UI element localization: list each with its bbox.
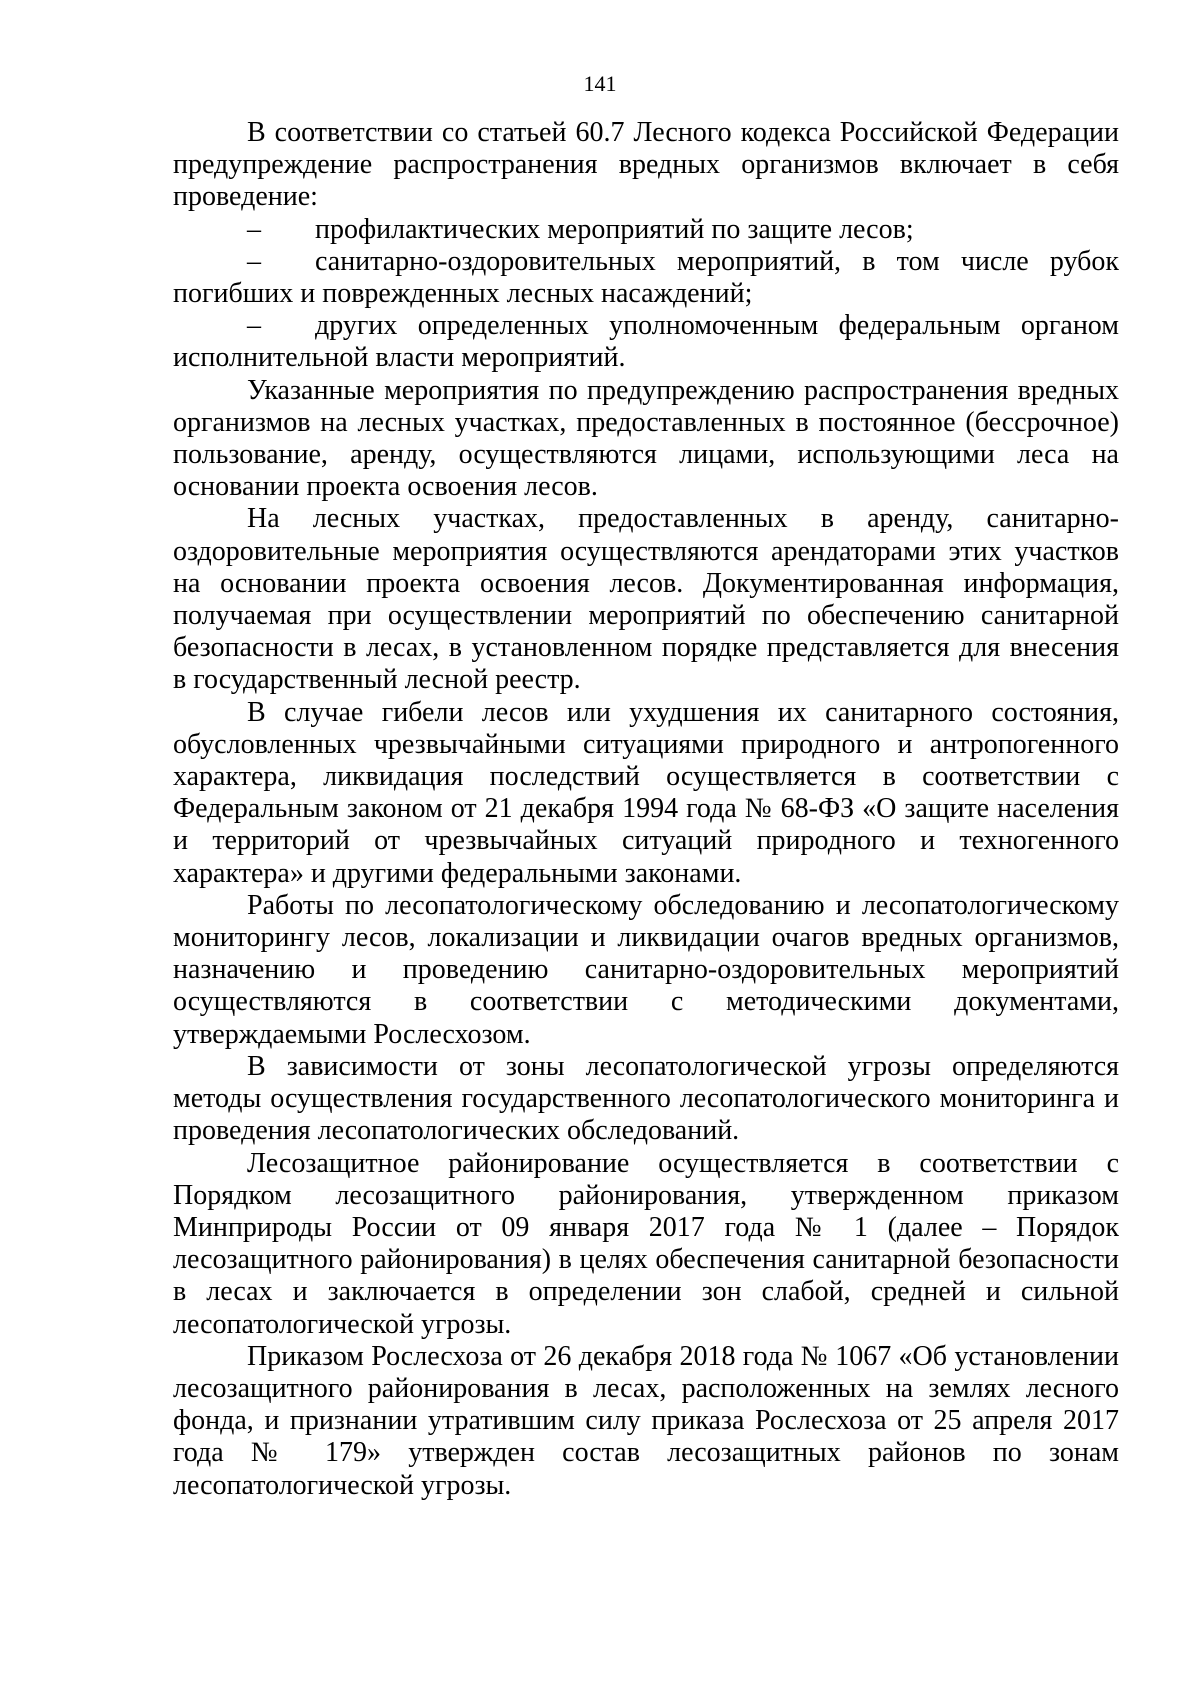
- body-paragraph: На лесных участках, предоставленных в аренду, санитарно-оздоровительные мероприятия осуществляются арендаторами этих участков на основании проекта освоения лесов. Документированная информация, получаемая при осуществлении мероприятий по обеспечению санитарной безопасности в лесах, в установленном порядке представляется для внесения в государственный лесной реестр.: [173, 503, 1119, 696]
- list-item: [173, 246, 1119, 310]
- list-dash: –: [247, 245, 261, 277]
- body-paragraph: Указанные мероприятия по предупреждению распространения вредных организмов на лесных участках, предоставленных в постоянное (бессрочное) пользование, аренду, осуществляются лицами, использующими леса на основании проекта освоения лесов.: [173, 374, 1119, 503]
- list-item-text: других определенных уполномоченным федеральным органом исполнительной власти мероприятий.: [173, 310, 1119, 374]
- body-paragraph: Лесозащитное районирование осуществляется в соответствии с Порядком лесозащитного районирования, утвержденном приказом Минприроды России от 09 января 2017 года № 1 (далее – Порядок лесозащитного районирования) в целях обеспечения санитарной безопасности в лесах и заключается в определении зон слабой, средней и сильной лесопатологической угрозы.: [173, 1147, 1119, 1340]
- body-paragraph: Работы по лесопатологическому обследованию и лесопатологическому мониторингу лесов, локализации и ликвидации очагов вредных организмов, назначению и проведению санитарно-оздоровительных мероприятий осуществляются в соответствии с методическими документами, утверждаемыми Рослесхозом.: [173, 889, 1119, 1050]
- body-paragraph: В зависимости от зоны лесопатологической угрозы определяются методы осуществления государственного лесопатологического мониторинга и проведения лесопатологических обследований.: [173, 1050, 1119, 1147]
- list-item: [173, 310, 1119, 374]
- page-number: 141: [583, 71, 617, 96]
- list-dash: –: [247, 310, 261, 342]
- document-body: [173, 117, 1119, 1502]
- list-item-text: санитарно-оздоровительных мероприятий, в том числе рубок погибших и поврежденных лесных насаждений;: [173, 245, 1119, 310]
- list-dash: –: [247, 213, 261, 245]
- list-item: [173, 214, 1119, 246]
- intro-paragraph: В соответствии со статьей 60.7 Лесного кодекса Российской Федерации предупреждение распространения вредных организмов включает в себя проведение:: [173, 117, 1119, 213]
- body-paragraph: Приказом Рослесхоза от 26 декабря 2018 года № 1067 «Об установлении лесозащитного районирования в лесах, расположенных на землях лесного фонда, и признании утратившим силу приказа Рослесхоза от 25 апреля 2017 года № 179» утвержден состав лесозащитных районов по зонам лесопатологической угрозы.: [173, 1340, 1119, 1501]
- list-item-text: профилактических мероприятий по защите лесов;: [315, 213, 914, 245]
- body-paragraph: В случае гибели лесов или ухудшения их санитарного состояния, обусловленных чрезвычайными ситуациями природного и антропогенного характера, ликвидация последствий осуществляется в соответствии с Федеральным законом от 21 декабря 1994 года № 68-ФЗ «О защите населения и территорий от чрезвычайных ситуаций природного и техногенного характера» и другими федеральными законами.: [173, 696, 1119, 889]
